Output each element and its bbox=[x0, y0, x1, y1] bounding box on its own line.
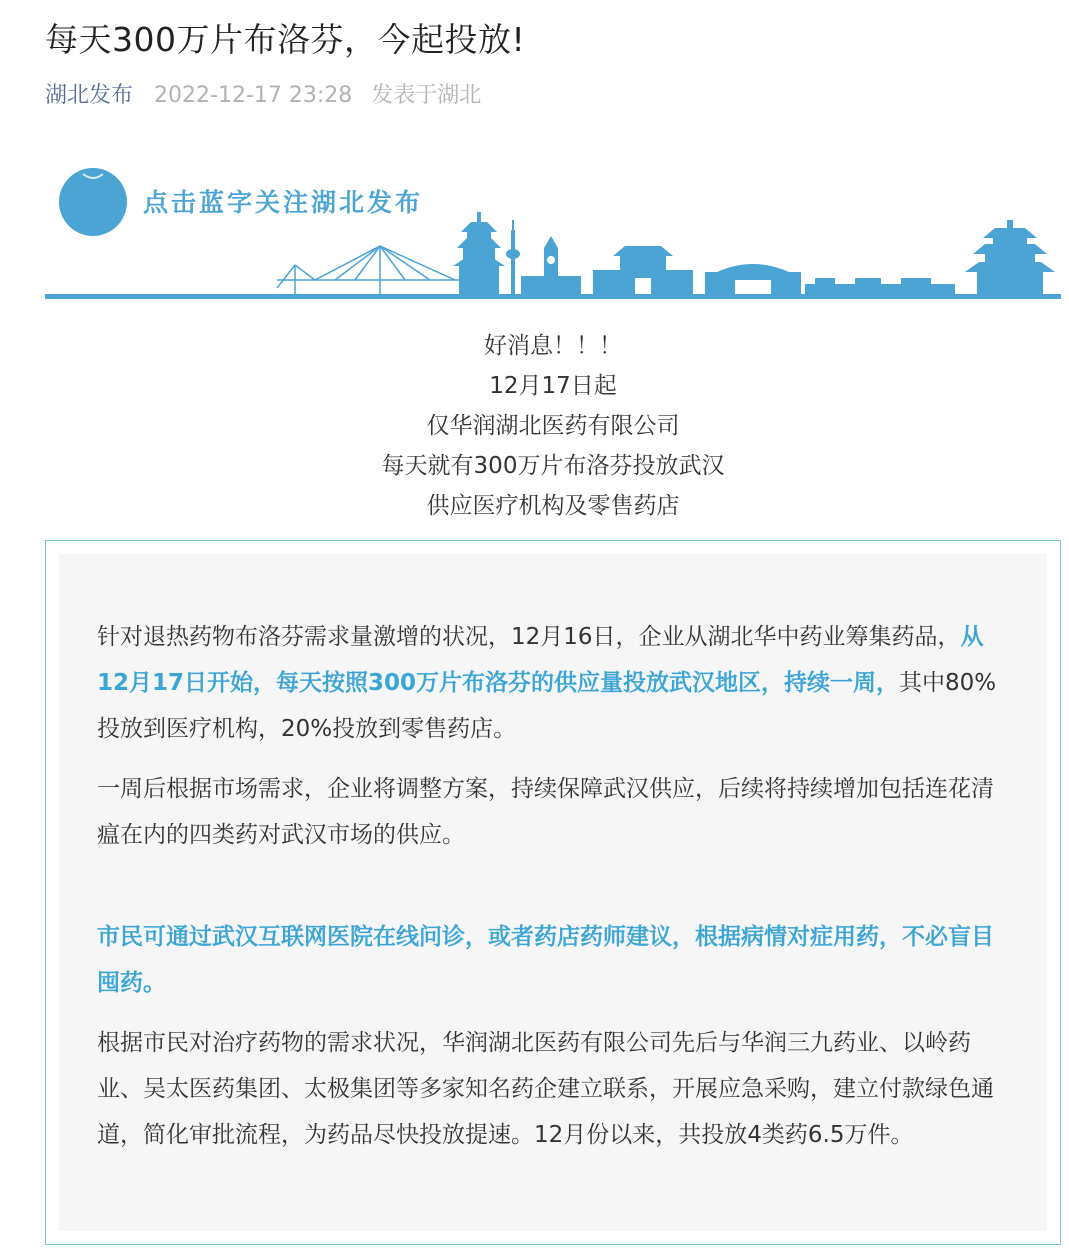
publish-location: 发表于湖北 bbox=[371, 83, 482, 108]
publish-datetime: 2022-12-17 23:28 bbox=[154, 83, 353, 108]
lead-line: 每天就有300万片布洛芬投放武汉 bbox=[381, 453, 725, 479]
low-buildings-icon bbox=[805, 278, 955, 294]
follow-banner[interactable] bbox=[45, 160, 1061, 302]
paragraph-text: 其中80%投放到医疗机构，20%投放到零售药店。 bbox=[97, 670, 997, 742]
skyline-banner-graphic bbox=[45, 160, 1061, 302]
tv-tower-icon bbox=[506, 220, 520, 294]
content-box bbox=[45, 540, 1061, 1245]
banner-baseline bbox=[45, 294, 1061, 299]
highlight-text: 从12月17日开始，每天按照300万片布洛芬的供应量投放武汉地区，持续一周， bbox=[97, 624, 984, 696]
article-title: 每天300万片布洛芬，今起投放! bbox=[45, 20, 526, 59]
paragraph-adjust: 一周后根据市场需求，企业将调整方案，持续保障武汉供应，后续将持续增加包括连花清瘟在内的四类药对武汉市场的供应。 bbox=[97, 776, 994, 848]
lead-line: 供应医疗机构及零售药店 bbox=[426, 493, 680, 519]
article-meta bbox=[45, 78, 481, 109]
gate-building-icon bbox=[593, 246, 693, 294]
source-account-link[interactable]: 湖北发布 bbox=[45, 83, 134, 108]
banner-text: 点击蓝字关注湖北发布 bbox=[143, 188, 424, 217]
paragraph-supply bbox=[97, 614, 1013, 752]
pagoda-icon bbox=[453, 212, 505, 294]
paragraph-advice-highlight: 市民可通过武汉互联网医院在线问诊，或者药店药师建议，根据病情对症用药，不必盲目囤药。 bbox=[97, 924, 994, 996]
station-icon bbox=[705, 264, 801, 294]
lead-summary bbox=[45, 326, 1061, 526]
bridge-icon bbox=[277, 246, 465, 295]
lead-line: 仅华润湖北医药有限公司 bbox=[426, 413, 680, 439]
lead-line: 好消息！！！ bbox=[484, 333, 622, 359]
content-body bbox=[97, 614, 1013, 1172]
content-box-inner bbox=[59, 554, 1047, 1231]
paragraph-procurement: 根据市民对治疗药物的需求状况，华润湖北医药有限公司先后与华润三九药业、以岭药业、吴太医药集团、太极集团等多家知名药企建立联系，开展应急采购，建立付款绿色通道，简化审批流程，为药品尽快投放提速。12月份以来，共投放4类药6.5万件。 bbox=[97, 1030, 994, 1148]
lead-line: 12月17日起 bbox=[489, 373, 617, 399]
paragraph-text: 针对退热药物布洛芬需求量激增的状况，12月16日，企业从湖北华中药业筹集药品， bbox=[97, 624, 961, 650]
yellow-crane-tower-icon bbox=[965, 220, 1055, 294]
clock-tower-icon bbox=[521, 236, 581, 294]
